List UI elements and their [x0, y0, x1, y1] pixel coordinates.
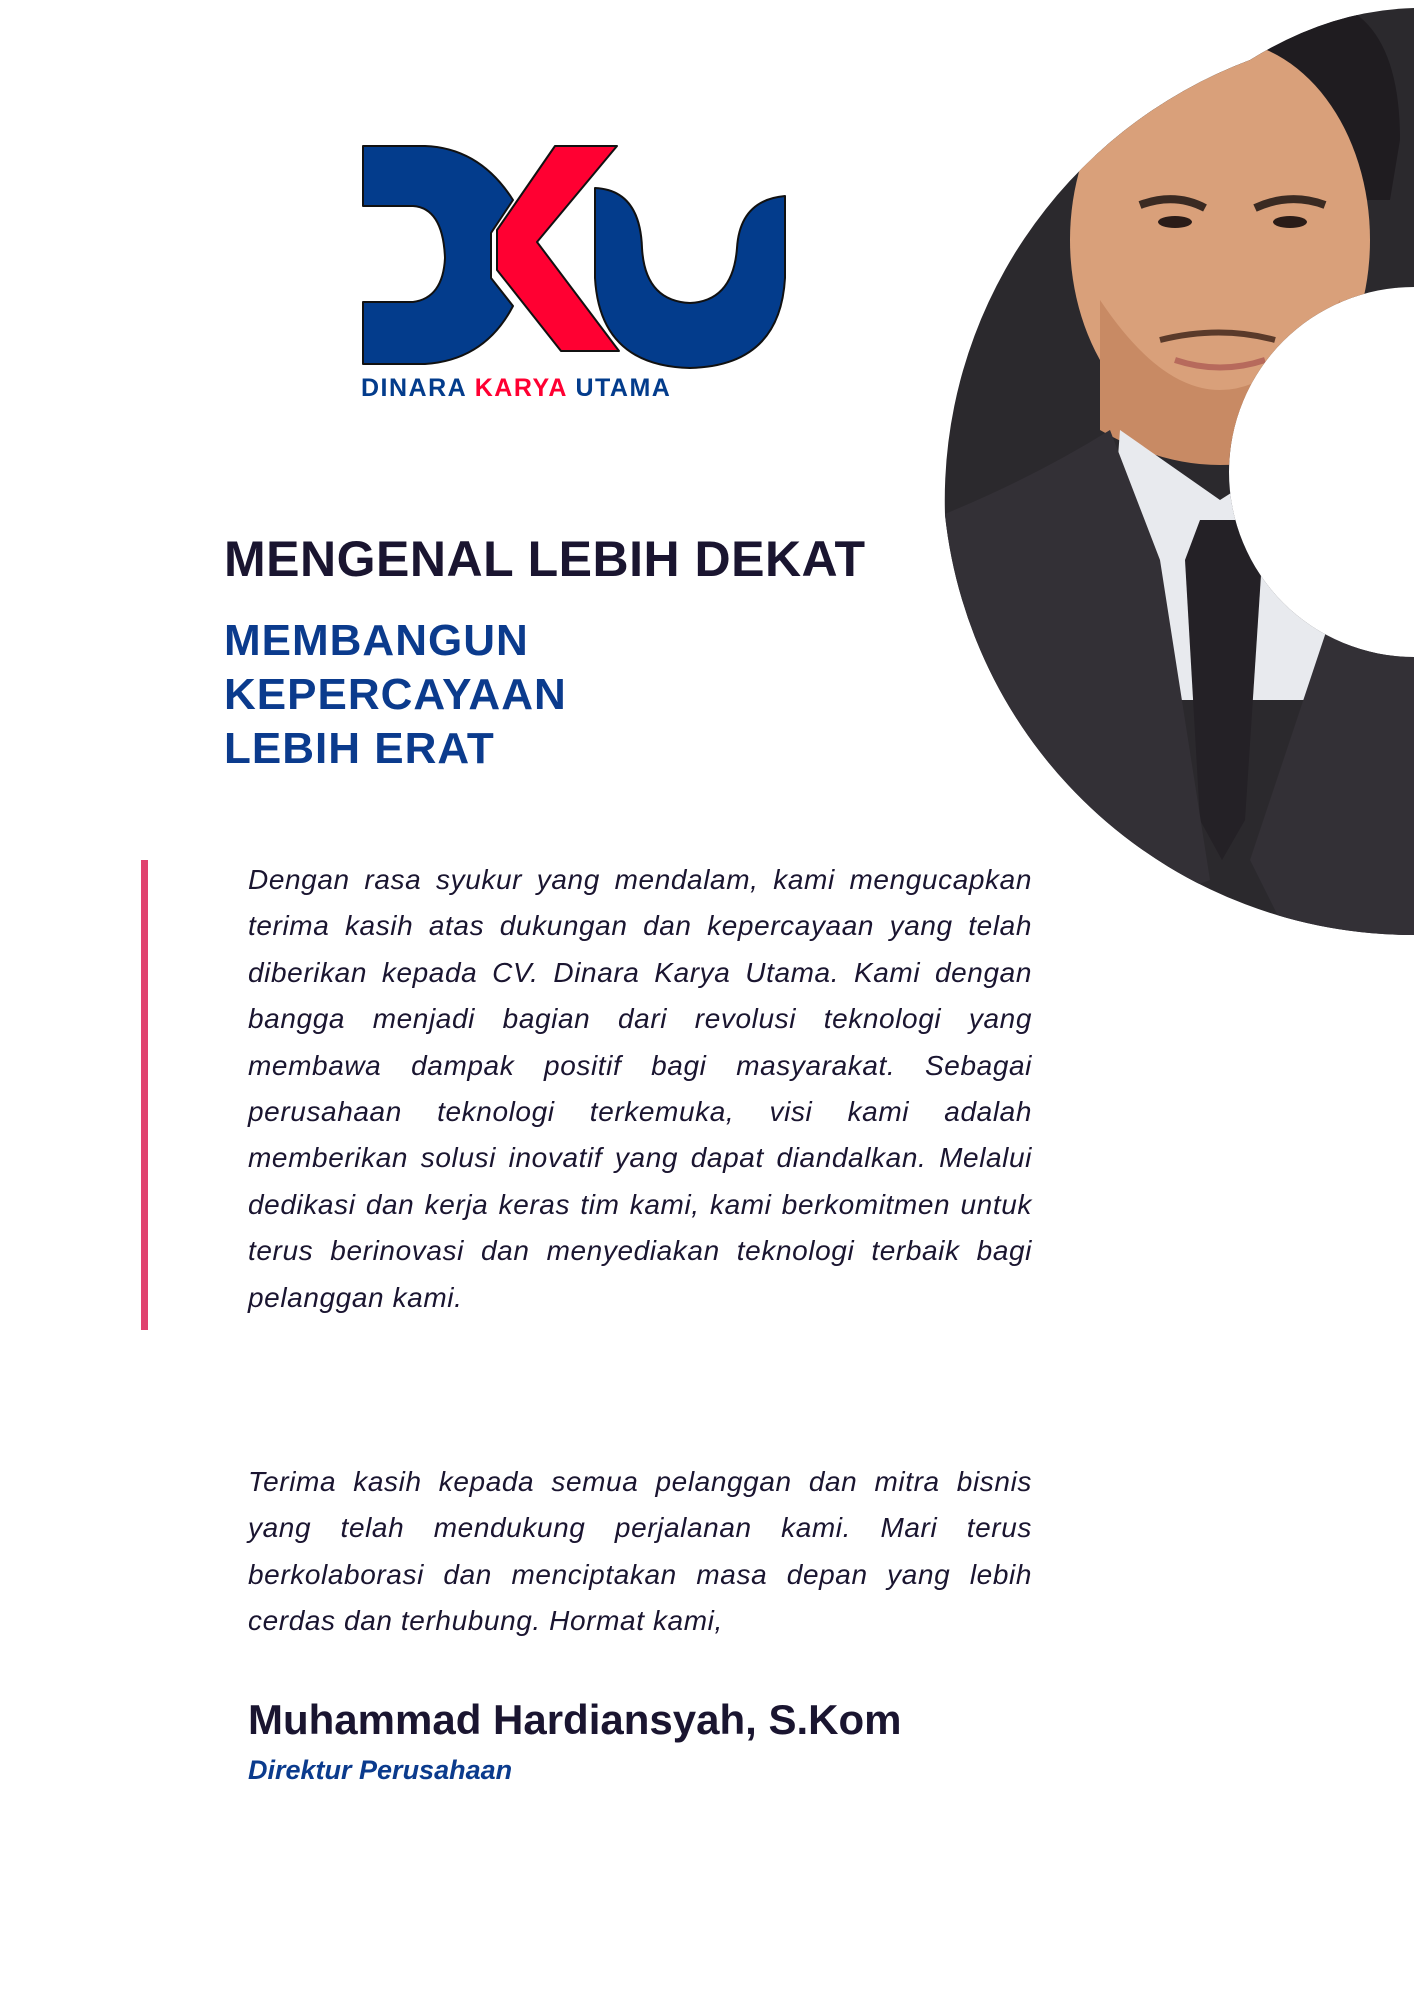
subheading-line: KEPERCAYAAN: [224, 670, 567, 719]
logo-letter-d: [363, 146, 513, 364]
body-paragraph-1: Dengan rasa syukur yang mendalam, kami mengucapkan terima kasih atas dukungan dan kepercayaan yang telah diberikan kepada CV. Dinara Karya Utama. Kami dengan bangga menjadi bagian dari revolusi teknologi yang membawa dampak positif bagi masyarakat. Sebagai perusahaan teknologi terkemuka, visi kami adalah memberikan solusi inovatif yang dapat diandalkan. Melalui dedikasi dan kerja keras tim kami, kami berkomitmen untuk terus berinovasi dan menyediakan teknologi terbaik bagi pelanggan kami.: [248, 864, 1032, 1313]
body-paragraph-2: Terima kasih kepada semua pelanggan dan mitra bisnis yang telah mendukung perjalanan kami. Mari terus berkolaborasi dan menciptakan masa depan yang lebih cerdas dan terhubung. Hormat kami,: [248, 1466, 1032, 1637]
logo-word-karya: KARYA: [474, 374, 567, 400]
signatory-title: Direktur Perusahaan: [248, 1755, 513, 1785]
svg-text:DINARA KARYA UTAMA: [361, 374, 671, 400]
accent-bar: [141, 860, 148, 1330]
subheading-line: MEMBANGUN: [224, 616, 529, 665]
subheading-line: LEBIH ERAT: [224, 724, 495, 773]
logo-word-utama: UTAMA: [575, 374, 672, 400]
logo-letter-u: [595, 188, 785, 368]
signatory-name: Muhammad Hardiansyah, S.Kom: [248, 1696, 902, 1743]
page-heading: MENGENAL LEBIH DEKAT: [224, 531, 866, 587]
subheading: [224, 614, 567, 776]
company-logo: [355, 138, 795, 400]
director-portrait: [930, 0, 1414, 960]
logo-word-dinara: DINARA: [361, 374, 467, 400]
